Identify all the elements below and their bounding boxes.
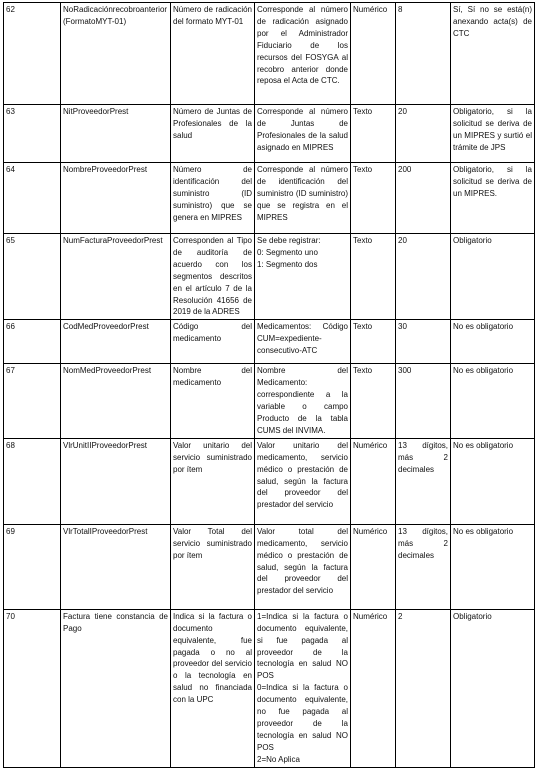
field-length: 20 [396, 105, 451, 163]
field-detail: 1=Indica si la factura o documento equivalente, si fue pagada al proveedor de la tecnología en salud NO POS 0=Indica si la factura o documento equivalente, no fue pagada al proveedor de la tecnología en salud NO POS 2=No Aplica [255, 609, 351, 767]
field-name: NoRadicaciónrecobroanterior (FormatoMYT-01) [61, 3, 171, 105]
field-description: Indica si la factura o documento equivalente, fue pagada o no al proveedor del servicio o la tecnología en salud no financiada con la UPC [171, 609, 255, 767]
field-name: CodMedProveedorPrest [61, 320, 171, 364]
table-row [4, 234, 535, 320]
field-requirement: Obligatorio [451, 234, 535, 320]
field-description: Número de Juntas de Profesionales de la salud [171, 105, 255, 163]
field-length: 30 [396, 320, 451, 364]
row-number: 65 [4, 234, 61, 320]
field-requirement: No es obligatorio [451, 320, 535, 364]
field-description: Valor Total del servicio suministrado por ítem [171, 524, 255, 609]
field-detail: Valor unitario del medicamento, servicio médico o prestación de salud, según la factura del proveedor del prestador del servicio [255, 438, 351, 524]
field-detail: Se debe registrar: 0: Segmento uno 1: Segmento dos [255, 234, 351, 320]
row-number: 64 [4, 163, 61, 234]
field-detail: Corresponde al número de identificación del suministro (ID suministro) que se registra en el MIPRES [255, 163, 351, 234]
field-length: 300 [396, 364, 451, 438]
row-number: 63 [4, 105, 61, 163]
field-description: Corresponden al Tipo de auditoría de acuerdo con los segmentos descritos en el artículo 7 de la Resolución 41656 de 2019 de la ADRES [171, 234, 255, 320]
field-type: Numérico [351, 524, 396, 609]
field-spec-table [3, 2, 535, 768]
table-row [4, 320, 535, 364]
field-name: NomMedProveedorPrest [61, 364, 171, 438]
table-row [4, 524, 535, 609]
field-name: VlrUnitIIProveedorPrest [61, 438, 171, 524]
table-row [4, 438, 535, 524]
field-requirement: Obligatorio [451, 609, 535, 767]
field-detail: Valor total del medicamento, servicio médico o prestación de salud, según la factura del proveedor del prestador del servicio [255, 524, 351, 609]
field-description: Nombre del medicamento [171, 364, 255, 438]
field-name: VlrTotalIProveedorPrest [61, 524, 171, 609]
row-number: 70 [4, 609, 61, 767]
field-type: Texto [351, 234, 396, 320]
field-requirement: No es obligatorio [451, 364, 535, 438]
field-type: Texto [351, 105, 396, 163]
field-type: Texto [351, 163, 396, 234]
field-description: Número de radicación del formato MYT-01 [171, 3, 255, 105]
field-type: Texto [351, 320, 396, 364]
field-requirement: Obligatorio, si la solicitud se deriva de un MIPRES. [451, 163, 535, 234]
field-description: Número de identificación del suministro (ID suministro) que se genera en MIPRES [171, 163, 255, 234]
field-requirement: Obligatorio, si la solicitud se deriva de un MIPRES y surtió el trámite de JPS [451, 105, 535, 163]
row-number: 68 [4, 438, 61, 524]
table-row [4, 364, 535, 438]
row-number: 67 [4, 364, 61, 438]
field-requirement: No es obligatorio [451, 438, 535, 524]
field-requirement: No es obligatorio [451, 524, 535, 609]
row-number: 69 [4, 524, 61, 609]
field-length: 200 [396, 163, 451, 234]
field-type: Numérico [351, 609, 396, 767]
row-number: 66 [4, 320, 61, 364]
field-length: 13 dígitos, más 2 decimales [396, 524, 451, 609]
table-row [4, 3, 535, 105]
field-description: Código del medicamento [171, 320, 255, 364]
field-type: Numérico [351, 3, 396, 105]
field-name: NitProveedorPrest [61, 105, 171, 163]
field-description: Valor unitario del servicio suministrado por ítem [171, 438, 255, 524]
field-type: Numérico [351, 438, 396, 524]
field-detail: Nombre del Medicamento: correspondiente a la variable o campo Producto de la tabla CUMS del INVIMA. [255, 364, 351, 438]
field-length: 13 dígitos, más 2 decimales [396, 438, 451, 524]
field-detail: Corresponde al número de Juntas de Profesionales de la salud asignado en MIPRES [255, 105, 351, 163]
field-name: NumFacturaProveedorPrest [61, 234, 171, 320]
field-detail: Corresponde al número de radicación asignado por el Administrador Fiduciario de los recursos del FOSYGA al recobro anterior donde reposa el Acta de CTC. [255, 3, 351, 105]
table-row [4, 609, 535, 767]
field-length: 2 [396, 609, 451, 767]
row-number: 62 [4, 3, 61, 105]
field-detail: Medicamentos: Código CUM=expediente-consecutivo-ATC [255, 320, 351, 364]
field-length: 8 [396, 3, 451, 105]
table-row [4, 163, 535, 234]
table-row [4, 105, 535, 163]
field-name: NombreProveedorPrest [61, 163, 171, 234]
field-name: Factura tiene constancia de Pago [61, 609, 171, 767]
field-requirement: Sí, Sí no se está(n) anexando acta(s) de CTC [451, 3, 535, 105]
field-length: 20 [396, 234, 451, 320]
field-type: Texto [351, 364, 396, 438]
